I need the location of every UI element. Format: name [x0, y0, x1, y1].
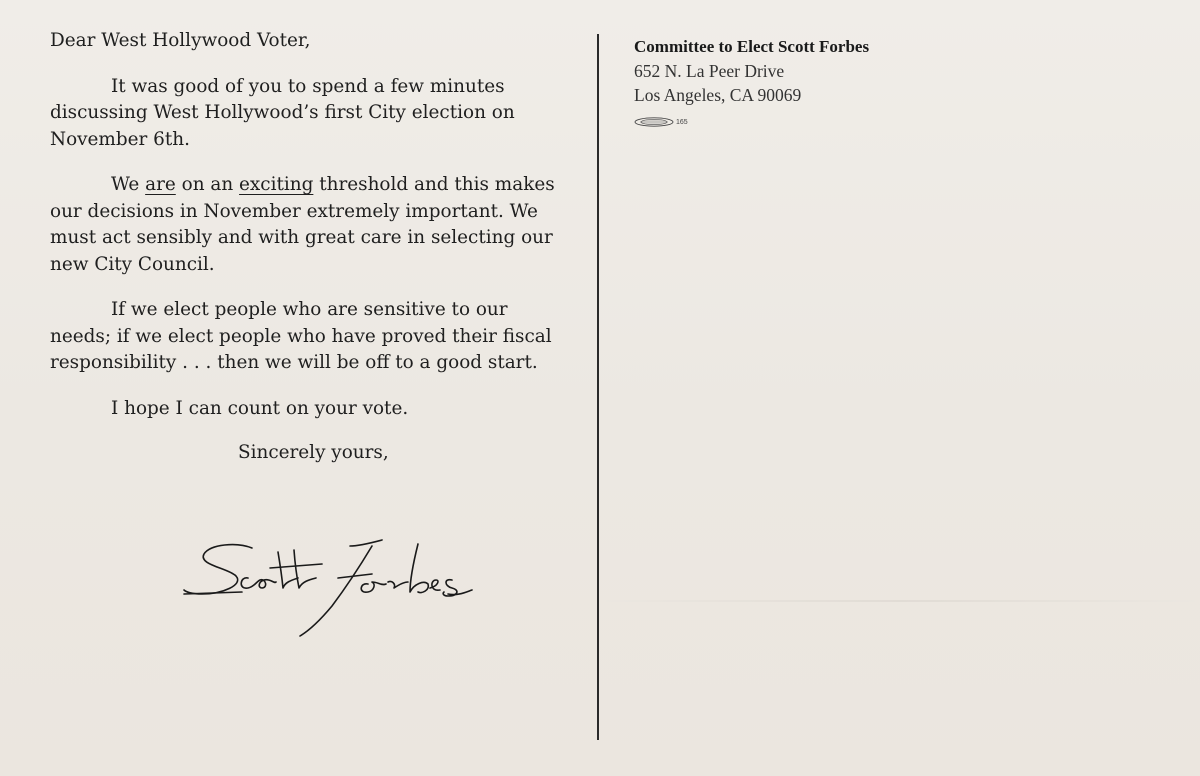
vertical-divider — [597, 34, 599, 740]
letter-body — [50, 28, 570, 467]
underlined-word-are: are — [145, 174, 176, 195]
city-state-zip: Los Angeles, CA 90069 — [634, 85, 802, 105]
union-label — [634, 117, 688, 127]
return-address — [634, 35, 869, 107]
letter-paragraph-3: If we elect people who are sensitive to our needs; if we elect people who have proved their fiscal responsibility . . . then we will be off to a good start. — [50, 299, 552, 373]
letter-paragraph-2 — [50, 172, 570, 278]
union-label-number: 165 — [676, 118, 688, 126]
underlined-word-exciting: exciting — [239, 174, 314, 195]
handwritten-signature — [182, 538, 474, 640]
street-address: 652 N. La Peer Drive — [634, 61, 785, 81]
letter-sign-off: Sincerely yours, — [238, 442, 389, 463]
paragraph-2-text-c: threshold and this makes our decisions in November extremely important. We must act sensibly and with great care in selecting our new City Council. — [50, 174, 555, 275]
letter-greeting: Dear West Hollywood Voter, — [50, 30, 311, 51]
letter-closing-line: I hope I can count on your vote. — [111, 397, 409, 419]
paragraph-2-text-b: on an — [175, 174, 240, 195]
letter-paragraph-1: It was good of you to spend a few minutes discussing West Hollywood’s first City election on November 6th. — [50, 75, 515, 150]
committee-name: Committee to Elect Scott Forbes — [634, 37, 870, 56]
union-bug-icon — [634, 117, 674, 127]
paragraph-2-text-a: We — [111, 174, 146, 195]
